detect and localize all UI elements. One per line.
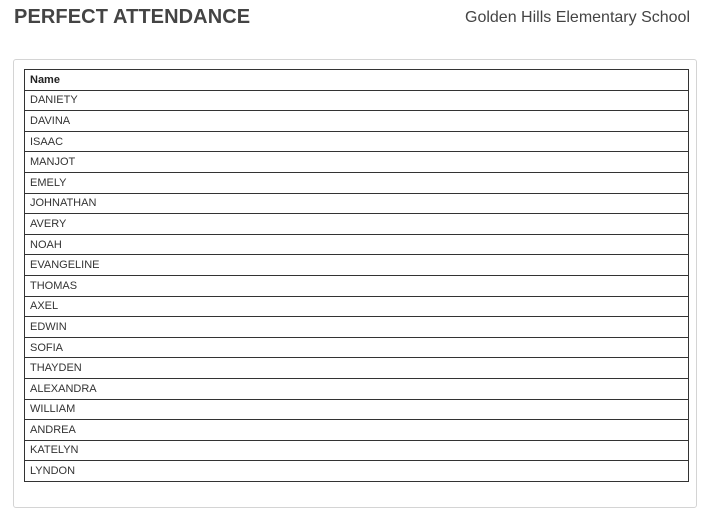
student-name-cell: WILLIAM — [25, 399, 689, 420]
name-column-header: Name — [25, 70, 689, 91]
student-name-cell: EVANGELINE — [25, 255, 689, 276]
table-row — [25, 172, 689, 193]
student-name-cell: THAYDEN — [25, 358, 689, 379]
student-name-cell: AVERY — [25, 214, 689, 235]
table-row — [25, 440, 689, 461]
student-name-cell: DANIETY — [25, 90, 689, 111]
table-row — [25, 234, 689, 255]
student-name-cell: LYNDON — [25, 461, 689, 482]
student-name-cell: THOMAS — [25, 275, 689, 296]
student-name-cell: JOHNATHAN — [25, 193, 689, 214]
student-name-cell: EMELY — [25, 172, 689, 193]
table-row — [25, 399, 689, 420]
table-row — [25, 152, 689, 173]
student-name-cell: ISAAC — [25, 131, 689, 152]
table-row — [25, 337, 689, 358]
table-row — [25, 420, 689, 441]
table-row — [25, 111, 689, 132]
table-row — [25, 131, 689, 152]
student-name-cell: KATELYN — [25, 440, 689, 461]
table-row — [25, 317, 689, 338]
table-header-row — [25, 70, 689, 91]
attendance-table — [24, 69, 689, 482]
school-name: Golden Hills Elementary School — [465, 9, 690, 26]
table-row — [25, 275, 689, 296]
student-name-cell: MANJOT — [25, 152, 689, 173]
table-row — [25, 358, 689, 379]
student-name-cell: AXEL — [25, 296, 689, 317]
table-row — [25, 461, 689, 482]
student-name-cell: DAVINA — [25, 111, 689, 132]
table-row — [25, 378, 689, 399]
student-name-cell: NOAH — [25, 234, 689, 255]
student-name-cell: ALEXANDRA — [25, 378, 689, 399]
table-row — [25, 214, 689, 235]
attendance-panel — [13, 59, 697, 508]
table-row — [25, 255, 689, 276]
table-row — [25, 90, 689, 111]
student-name-cell: ANDREA — [25, 420, 689, 441]
table-row — [25, 193, 689, 214]
page-title: PERFECT ATTENDANCE — [14, 6, 251, 28]
student-name-cell: EDWIN — [25, 317, 689, 338]
table-row — [25, 296, 689, 317]
student-name-cell: SOFIA — [25, 337, 689, 358]
